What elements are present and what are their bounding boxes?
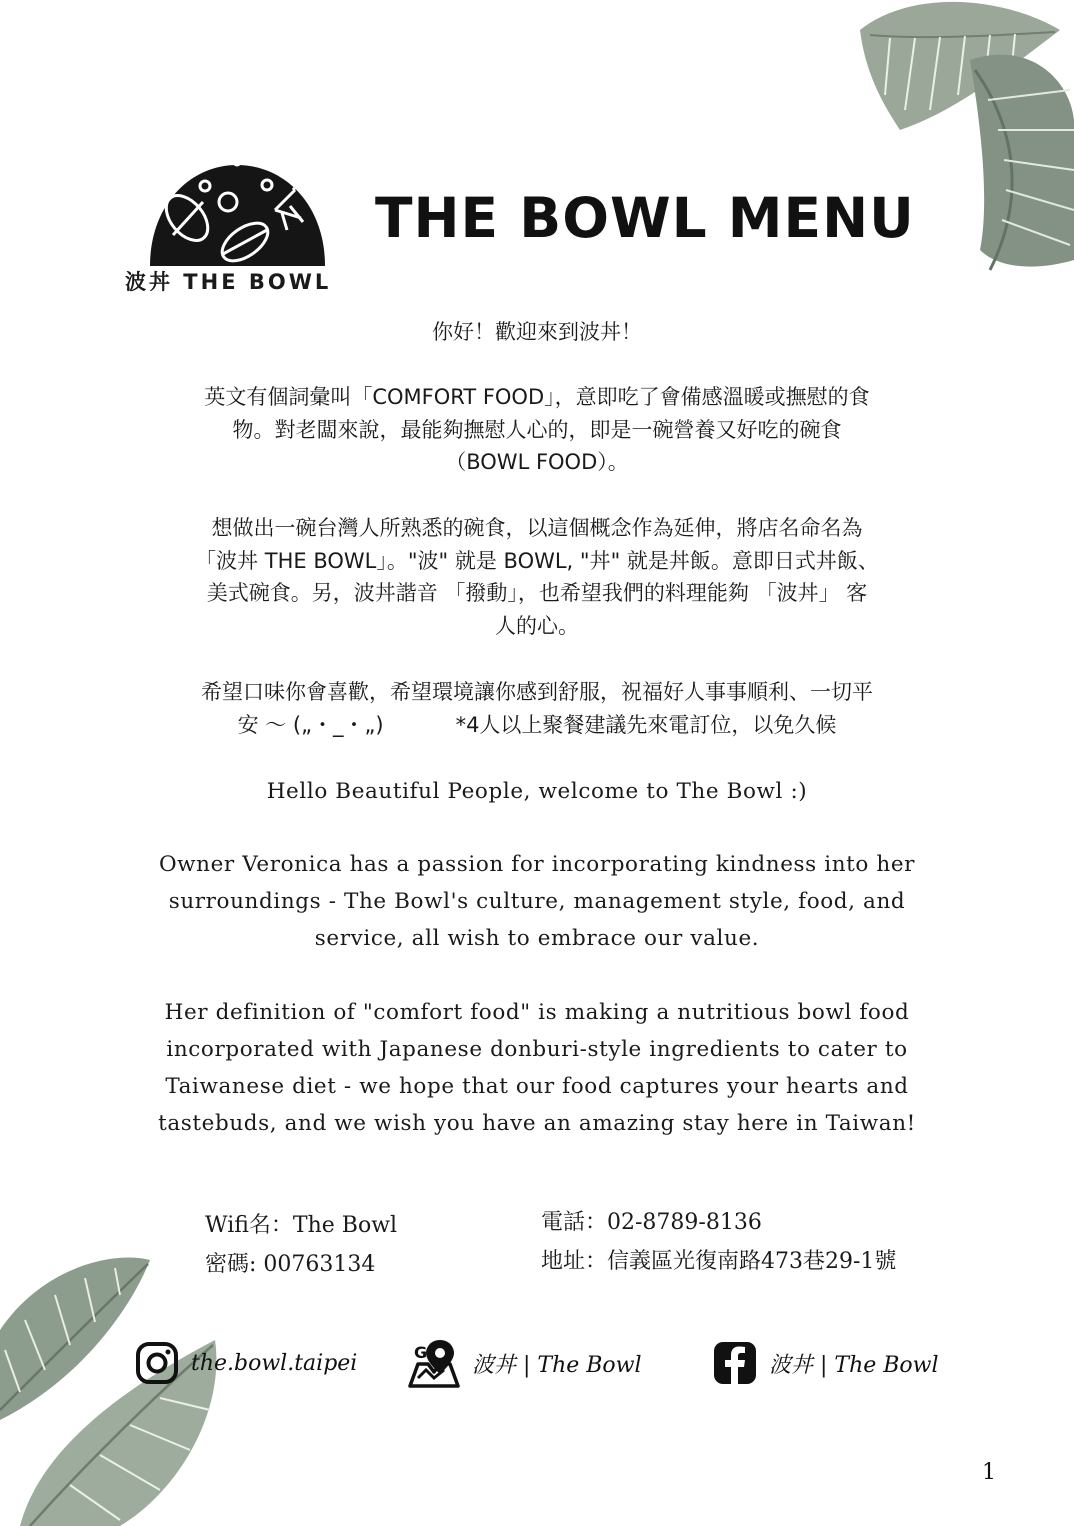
text-line: surroundings - The Bowl's culture, management style, food, and: [168, 889, 906, 914]
text-line: 希望口味你會喜歡，希望環境讓你感到舒服，祝福好人事事順利、一切平: [201, 680, 873, 704]
svg-text:G: G: [414, 1343, 428, 1362]
en-paragraph-1: [120, 846, 954, 957]
text-line: 「波丼 THE BOWL」。"波" 就是 BOWL, "丼" 就是丼飯。意即日式丼飯、: [195, 548, 879, 573]
text-fragment: 安 ～ („・_・„): [237, 712, 384, 737]
text-line: （BOWL FOOD）。: [445, 450, 629, 474]
the-bowl-logo: [125, 150, 355, 300]
zh-paragraph-2: [130, 512, 944, 642]
en-greeting: Hello Beautiful People, welcome to The Bowl :): [266, 779, 808, 804]
page-title: THE BOWL MENU: [375, 186, 915, 250]
facebook-label: 波丼 | The Bowl: [769, 1352, 939, 1378]
text-line: 人的心。: [495, 613, 579, 638]
text-line: 美式碗食。另，波丼諧音 「撥動」，也希望我們的料理能夠 「波丼」 客: [206, 581, 868, 605]
text-line: Her definition of "comfort food" is making a nutritious bowl food: [164, 1000, 910, 1025]
google-maps-icon: [408, 1338, 460, 1388]
text-line: 英文有個詞彙叫「COMFORT FOOD」，意即吃了會備感溫暖或撫慰的食: [204, 385, 870, 409]
text-line: Owner Veronica has a passion for incorporating kindness into her: [158, 852, 916, 877]
instagram-handle: the.bowl.taipei: [191, 1350, 358, 1376]
google-maps-link[interactable]: [408, 1338, 642, 1388]
page-number: 1: [982, 1460, 996, 1485]
address: 地址：信義區光復南路473巷29-1號: [541, 1249, 897, 1274]
bowl-logo-icon: [125, 150, 355, 266]
reservation-note: *4人以上聚餐建議先來電訂位，以免久候: [455, 712, 837, 737]
text-line: tastebuds, and we wish you have an amazing stay here in Taiwan!: [158, 1111, 916, 1136]
instagram-link[interactable]: [135, 1338, 357, 1388]
text-line: 想做出一碗台灣人所熟悉的碗食，以這個概念作為延伸，將店名命名為: [211, 516, 863, 540]
maps-label: 波丼 | The Bowl: [472, 1352, 642, 1378]
contact-info: [541, 1203, 896, 1281]
instagram-icon: [135, 1341, 179, 1385]
facebook-link[interactable]: [713, 1338, 939, 1388]
text-line: Taiwanese diet - we hope that our food captures your hearts and: [165, 1074, 909, 1099]
zh-paragraph-1: [130, 381, 944, 479]
facebook-icon: [713, 1341, 757, 1385]
wifi-info: [205, 1206, 397, 1284]
text-line: 物。對老闆來說，最能夠撫慰人心的，即是一碗營養又好吃的碗食: [232, 417, 842, 442]
text-line: [130, 709, 944, 742]
leaf-decoration-bottom: [0, 1250, 230, 1526]
zh-paragraph-3: [130, 676, 944, 741]
wifi-name: Wifi名：The Bowl: [205, 1213, 398, 1238]
text-line: incorporated with Japanese donburi-style ingredients to cater to: [166, 1037, 908, 1062]
logo-caption: 波丼 THE BOWL: [125, 270, 332, 294]
en-paragraph-2: [120, 994, 954, 1142]
zh-greeting: 你好！歡迎來到波丼！: [432, 320, 642, 344]
text-line: service, all wish to embrace our value.: [314, 926, 760, 951]
phone-number: 電話：02-8789-8136: [541, 1210, 762, 1235]
wifi-password: 密碼: 00763134: [205, 1252, 376, 1277]
